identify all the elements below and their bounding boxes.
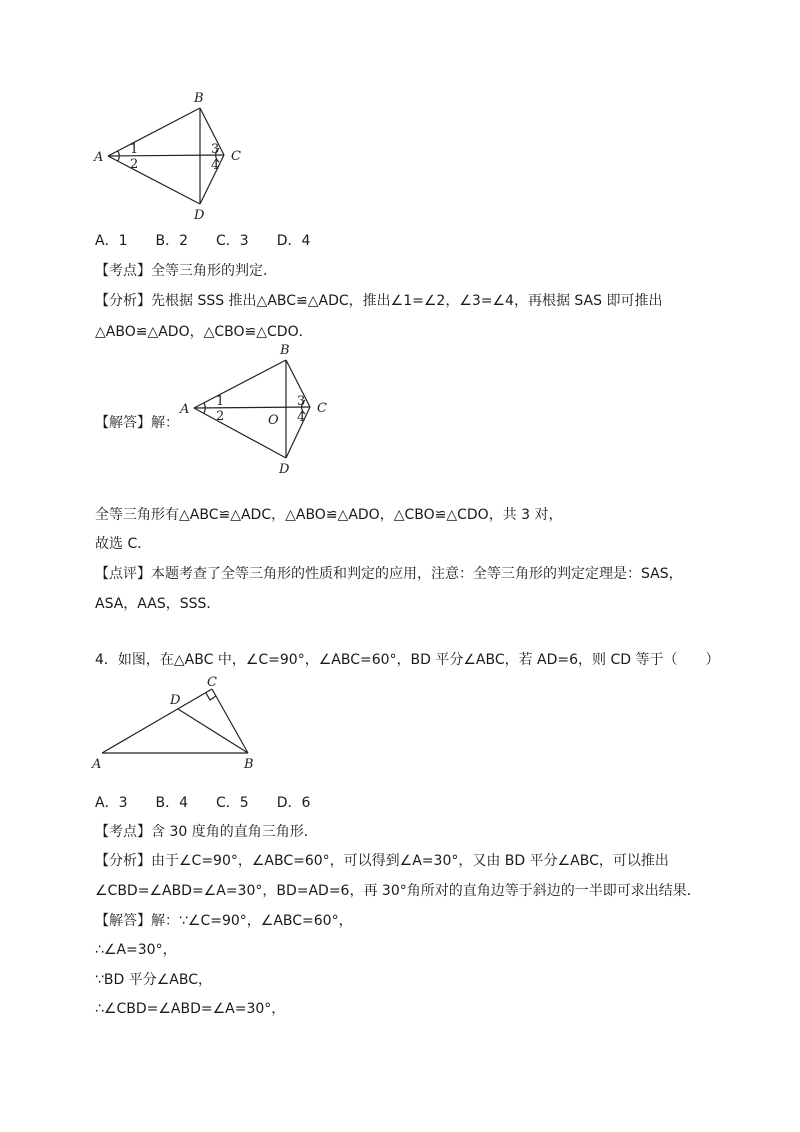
triangle-figure-svg — [90, 676, 270, 776]
q4-fenxi-line-1: 【分析】由于∠C=90°，∠ABC=60°，可以得到∠A=30°，又由 BD 平分∠ABC，可以推出 — [95, 853, 669, 869]
q4-jieda-line-3: ∵BD 平分∠ABC， — [95, 972, 213, 988]
segment-da — [108, 156, 200, 204]
q4-option-b: B．4 — [155, 795, 188, 811]
q3-kaodian: 【考点】全等三角形的判定． — [95, 263, 277, 279]
label-c: C — [207, 675, 217, 690]
q4-jieda-line-4: ∴∠CBD=∠ABD=∠A=30°， — [95, 1001, 286, 1017]
q3-fenxi-line-1: 【分析】先根据 SSS 推出△ABC≌△ADC，推出∠1=∠2，∠3=∠4，再根据 SAS 即可推出 — [95, 293, 663, 309]
segment-cb — [212, 689, 248, 753]
label-angle-2: 2 — [130, 157, 139, 172]
label-a: A — [180, 402, 190, 417]
q4-jieda-line-2: ∴∠A=30°， — [95, 942, 177, 958]
label-b: B — [280, 343, 290, 358]
label-a: A — [92, 757, 102, 772]
label-angle-4: 4 — [297, 410, 306, 425]
q3-dianping-line-1: 【点评】本题考查了全等三角形的性质和判定的应用，注意：全等三角形的判定定理是：SAS， — [95, 566, 683, 582]
q3-option-b: B．2 — [155, 233, 188, 249]
label-angle-2: 2 — [216, 409, 225, 424]
label-a: A — [94, 150, 104, 165]
kite-figure-2-svg — [176, 342, 336, 482]
label-b: B — [244, 757, 254, 772]
q3-jieda-label: 【解答】解： — [95, 415, 179, 431]
q4-option-a: A．3 — [95, 795, 128, 811]
q4-question: 4．如图，在△ABC 中，∠C=90°，∠ABC=60°，BD 平分∠ABC，若 AD=6，则 CD 等于（ ） — [95, 652, 720, 668]
label-c: C — [317, 401, 327, 416]
q3-dianping-line-2: ASA，AAS，SSS． — [95, 596, 221, 612]
q3-option-a: A．1 — [95, 233, 128, 249]
q3-option-d: D．4 — [276, 233, 311, 249]
segment-ac — [108, 155, 224, 156]
q3-option-c: C．3 — [216, 233, 249, 249]
triangle-figure — [90, 676, 270, 776]
label-d: D — [194, 208, 205, 223]
label-b: B — [194, 91, 204, 106]
segment-ac — [194, 407, 310, 408]
q4-option-c: C．5 — [216, 795, 249, 811]
q4-option-d: D．6 — [276, 795, 311, 811]
q4-jieda-line-1: 【解答】解：∵∠C=90°，∠ABC=60°， — [95, 913, 353, 929]
kite-figure-2 — [176, 342, 336, 482]
label-angle-4: 4 — [211, 158, 220, 173]
kite-figure-1 — [90, 88, 250, 228]
label-d: D — [279, 462, 290, 477]
label-angle-1: 1 — [130, 142, 139, 157]
segment-bd — [178, 709, 248, 753]
label-o: O — [268, 413, 279, 428]
segment-ac — [102, 689, 212, 753]
q3-answer-line-1: 全等三角形有△ABC≌△ADC，△ABO≌△ADO，△CBO≌△CDO，共 3 对， — [95, 507, 563, 523]
q4-fenxi-line-2: ∠CBD=∠ABD=∠A=30°，BD=AD=6，再 30°角所对的直角边等于斜边的一半即可求出结果． — [95, 883, 701, 899]
segment-ab — [194, 360, 286, 408]
label-angle-3: 3 — [297, 394, 306, 409]
q4-kaodian: 【考点】含 30 度角的直角三角形． — [95, 824, 318, 840]
label-c: C — [231, 149, 241, 164]
q4-options — [95, 793, 338, 813]
label-d: D — [170, 693, 181, 708]
segment-ab — [108, 108, 200, 156]
label-angle-1: 1 — [216, 394, 225, 409]
label-angle-3: 3 — [211, 142, 220, 157]
q3-options — [95, 231, 338, 251]
kite-figure-1-svg — [90, 88, 250, 228]
q3-answer-line-2: 故选 C． — [95, 536, 152, 552]
q3-fenxi-line-2: △ABO≌△ADO，△CBO≌△CDO． — [95, 324, 313, 340]
